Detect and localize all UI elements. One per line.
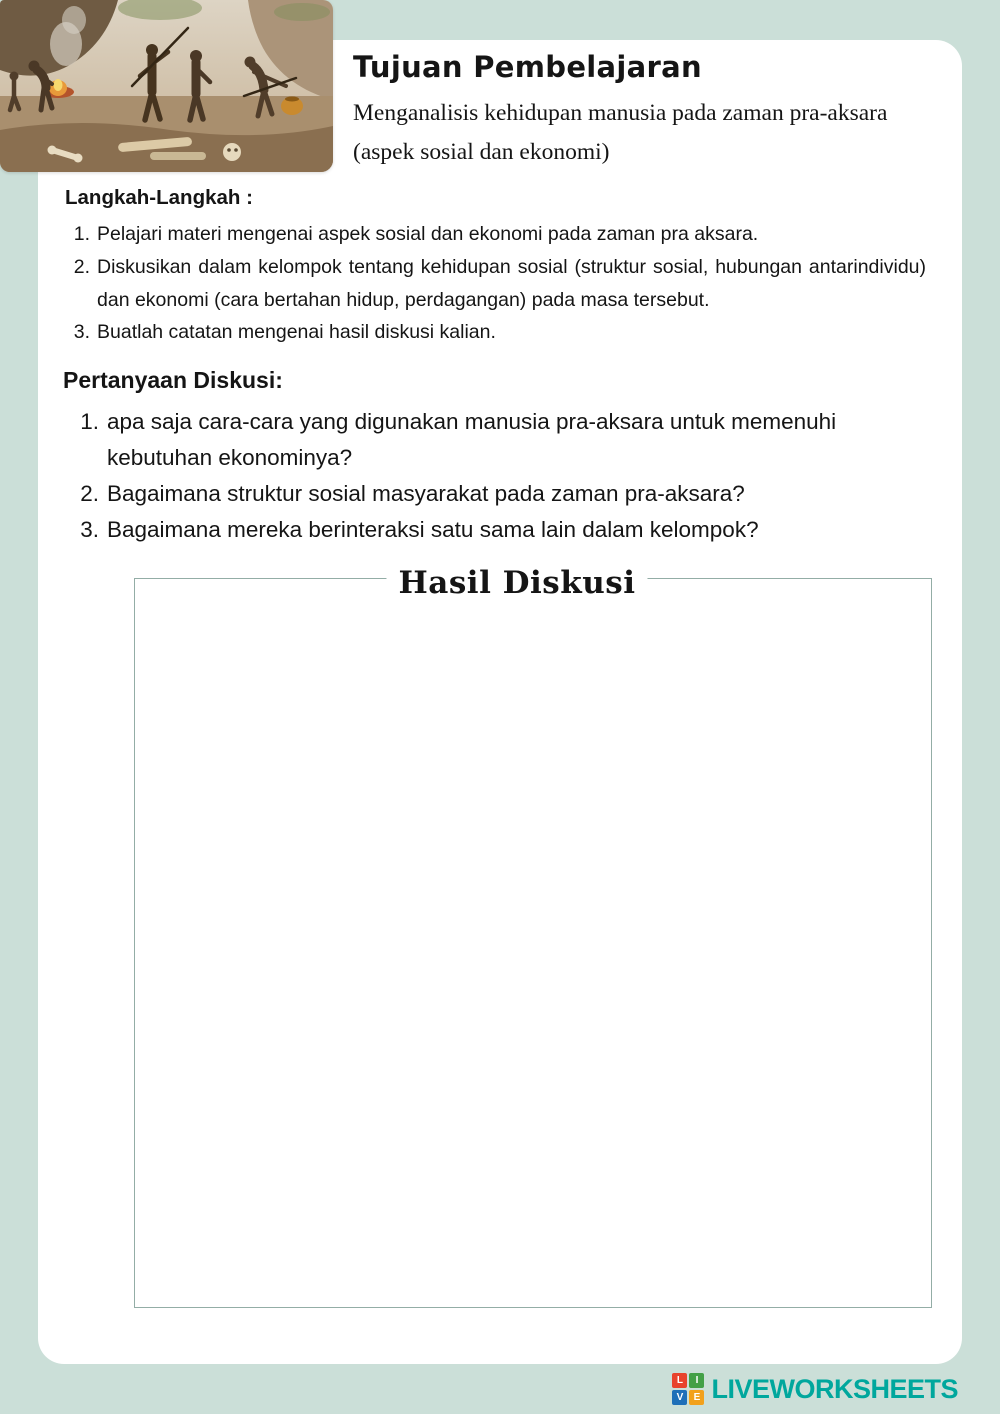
question-item [77,512,916,548]
brand-text: LIVEWORKSHEETS [711,1373,958,1404]
liveworksheets-icon [672,1373,704,1405]
prehistoric-humans-image [0,0,333,172]
content-section [65,186,932,1308]
discussion-title: Hasil Diskusi [386,565,647,601]
step-text: Buatlah catatan mengenai hasil diskusi kalian. [97,321,496,344]
steps-heading: Langkah-Langkah : [65,186,253,209]
page-title: Tujuan Pembelajaran [353,50,702,84]
discussion-answer-box[interactable] [134,565,932,1308]
steps-list [73,218,926,349]
question-item [77,404,916,476]
worksheet-card [38,40,962,1364]
question-text: Bagaimana mereka berinteraksi satu sama lain dalam kelompok? [107,517,759,542]
step-item [73,316,926,349]
logo-tile-i: I [689,1373,704,1388]
step-text: Pelajari materi mengenai aspek sosial dan ekonomi pada zaman pra aksara. [97,223,759,245]
question-number: 3. [80,517,99,542]
step-item [73,251,926,317]
question-text: apa saja cara-cara yang digunakan manusia pra-aksara untuk memenuhi kebutuhan ekonominya? [107,409,837,470]
question-text: Bagaimana struktur sosial masyarakat pada zaman pra-aksara? [107,481,745,506]
step-text: Diskusikan dalam kelompok tentang kehidupan sosial (struktur sosial, hubungan antarindividu) dan ekonomi (cara bertahan hidup, perdagangan) pada masa tersebut. [97,255,926,311]
header-block [353,40,962,174]
step-number: 1. [73,223,90,245]
step-number: 3. [73,321,90,344]
logo-tile-l: L [672,1373,687,1388]
logo-tile-v: V [672,1390,687,1405]
question-number: 1. [80,409,99,434]
logo-tile-e: E [689,1390,704,1405]
step-item [73,218,926,251]
question-item [77,476,916,512]
learning-objective-text: Menganalisis kehidupan manusia pada zaman pra-aksara (aspek sosial dan ekonomi) [353,100,888,165]
questions-heading: Pertanyaan Diskusi: [63,367,283,393]
step-number: 2. [73,255,90,278]
questions-list [77,404,916,548]
question-number: 2. [80,481,99,506]
prehistoric-scene-illustration [0,0,333,172]
liveworksheets-logo [672,1373,958,1405]
